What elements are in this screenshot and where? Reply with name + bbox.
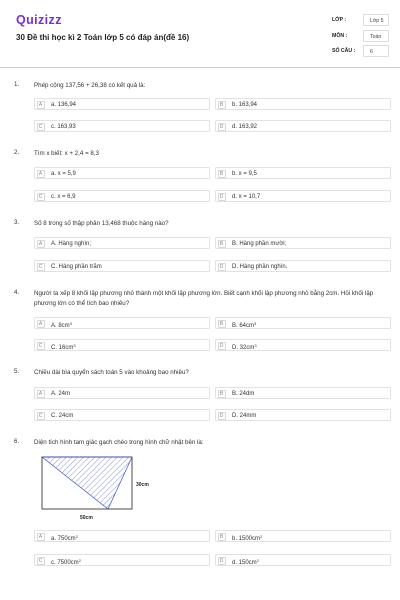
question-number: 3.: [14, 219, 20, 226]
option-text: b. 163,94: [232, 101, 258, 108]
option-d[interactable]: [215, 339, 391, 351]
option-text: [51, 534, 78, 542]
option-letter: A: [37, 390, 45, 398]
option-text: D. Hàng phần nghìn.: [232, 263, 288, 270]
mon-label: MÔN :: [332, 33, 348, 39]
option-exponent: 2: [75, 533, 78, 539]
option-letter: B: [218, 101, 226, 109]
option-a[interactable]: [34, 167, 210, 179]
option-text: [232, 558, 259, 566]
rectangle-figure: [40, 455, 150, 532]
question-number: 6.: [14, 438, 20, 445]
question-text: Chiều dài bìa quyển sách toán 5 vào khoảng bao nhiêu?: [34, 369, 189, 376]
option-text: [232, 343, 257, 351]
option-c[interactable]: [34, 190, 210, 202]
option-text: B. Hàng phần mười;: [232, 240, 287, 247]
mon-value: Toán: [370, 34, 382, 40]
option-exponent: 3: [254, 320, 257, 326]
option-letter: D: [218, 342, 226, 350]
header: [0, 0, 400, 72]
option-d[interactable]: [215, 260, 391, 272]
option-value: c. 7500cm: [51, 559, 79, 566]
option-exponent: 3: [69, 320, 72, 326]
option-letter: A: [37, 533, 45, 541]
option-c[interactable]: [34, 120, 210, 132]
option-exponent: 3: [73, 342, 76, 348]
option-value: B. 64cm: [232, 322, 255, 329]
option-letter: B: [218, 390, 226, 398]
option-letter: C: [37, 412, 45, 420]
option-d[interactable]: [215, 120, 391, 132]
option-text: d. 163,92: [232, 123, 258, 130]
option-c[interactable]: [34, 339, 210, 351]
option-text: [51, 343, 76, 351]
option-text: C. Hàng phần trăm: [51, 263, 102, 270]
socau-value: 6: [370, 49, 373, 55]
option-a[interactable]: [34, 237, 210, 249]
lop-label: LỚP :: [332, 17, 347, 23]
option-value: b. 1500cm: [232, 535, 261, 542]
option-letter: C: [37, 557, 45, 565]
question-text: Số 8 trong số thập phân 13,468 thuộc hàng nào?: [34, 220, 169, 227]
lop-value-box: [363, 14, 389, 26]
mon-value-box: [363, 30, 389, 42]
option-letter: D: [218, 557, 226, 565]
question-number: 2.: [14, 149, 20, 156]
option-b[interactable]: [215, 387, 391, 399]
option-letter: D: [218, 412, 226, 420]
option-letter: A: [37, 320, 45, 328]
option-text: [51, 321, 72, 329]
option-b[interactable]: [215, 98, 391, 110]
option-exponent: 2: [260, 533, 263, 539]
quizizz-logo: Quizizz: [16, 13, 62, 27]
option-b[interactable]: [215, 237, 391, 249]
option-value: D. 32cm: [232, 344, 255, 351]
option-letter: A: [37, 240, 45, 248]
option-text: a. 136,94: [51, 101, 77, 108]
question-text: Người ta xếp 8 khối lập phương nhỏ thành một khối lập phương lớn. Biết cạnh khối lập phương nhỏ bằng 2cm. Hỏi khối lập phương lớn có thể tích bao nhiêu?: [34, 290, 374, 307]
option-text: C. 24cm: [51, 412, 74, 419]
option-text: A. 24m: [51, 390, 71, 397]
option-letter: B: [218, 170, 226, 178]
option-d[interactable]: [215, 409, 391, 421]
option-letter: C: [37, 263, 45, 271]
option-value: A. 8cm: [51, 322, 70, 329]
option-value: a. 750cm: [51, 535, 76, 542]
option-text: D. 24mm: [232, 412, 257, 419]
socau-label: SỐ CÂU :: [332, 48, 356, 54]
option-value: d. 150cm: [232, 559, 257, 566]
option-c[interactable]: [34, 260, 210, 272]
option-exponent: 2: [78, 557, 81, 563]
option-letter: B: [218, 240, 226, 248]
question-number: 4.: [14, 289, 20, 296]
triangle-diagram: [40, 455, 150, 527]
option-text: A. Hàng nghìn;: [51, 240, 92, 247]
option-d[interactable]: [215, 554, 391, 566]
question-number: 1.: [14, 81, 20, 88]
option-exponent: 3: [254, 342, 257, 348]
option-text: c. x = 6,9: [51, 193, 76, 200]
option-letter: C: [37, 193, 45, 201]
option-text: [232, 321, 256, 329]
option-b[interactable]: [215, 167, 391, 179]
option-text: [232, 534, 262, 542]
option-text: B. 24dm: [232, 390, 255, 397]
option-a[interactable]: [34, 387, 210, 399]
option-letter: D: [218, 123, 226, 131]
option-b[interactable]: [215, 317, 391, 329]
height-label: 30cm: [136, 482, 149, 488]
option-letter: A: [37, 101, 45, 109]
question-text: Phép cộng 137,56 + 26,38 có kết quả là:: [34, 82, 146, 89]
header-divider: [0, 67, 400, 68]
document-title: 30 Đề thi học kì 2 Toán lớp 5 có đáp án(đề 16): [16, 33, 190, 42]
option-text: a. x = 5,9: [51, 170, 76, 177]
question-text: Diện tích hình tam giác gạch chéo trong hình chữ nhật bên là:: [34, 439, 204, 446]
option-a[interactable]: [34, 98, 210, 110]
option-exponent: 2: [256, 557, 259, 563]
question-number: 5.: [14, 368, 20, 375]
width-label: 50cm: [80, 515, 93, 521]
option-d[interactable]: [215, 190, 391, 202]
option-c[interactable]: [34, 554, 210, 566]
option-letter: C: [37, 123, 45, 131]
option-text: [51, 558, 81, 566]
option-text: b. x = 9,5: [232, 170, 257, 177]
option-letter: D: [218, 193, 226, 201]
option-a[interactable]: [34, 530, 210, 542]
option-c[interactable]: [34, 409, 210, 421]
option-b[interactable]: [215, 530, 391, 542]
option-text: c. 163,93: [51, 123, 76, 130]
option-letter: A: [37, 170, 45, 178]
option-letter: C: [37, 342, 45, 350]
socau-value-box: [363, 45, 389, 57]
question-text: Tìm x biết: x + 2,4 = 8,3: [34, 150, 99, 157]
option-text: d. x = 10,7: [232, 193, 261, 200]
option-letter: B: [218, 533, 226, 541]
lop-value: Lớp 5: [370, 18, 384, 24]
option-value: C. 16cm: [51, 344, 74, 351]
option-letter: D: [218, 263, 226, 271]
option-letter: B: [218, 320, 226, 328]
option-a[interactable]: [34, 317, 210, 329]
